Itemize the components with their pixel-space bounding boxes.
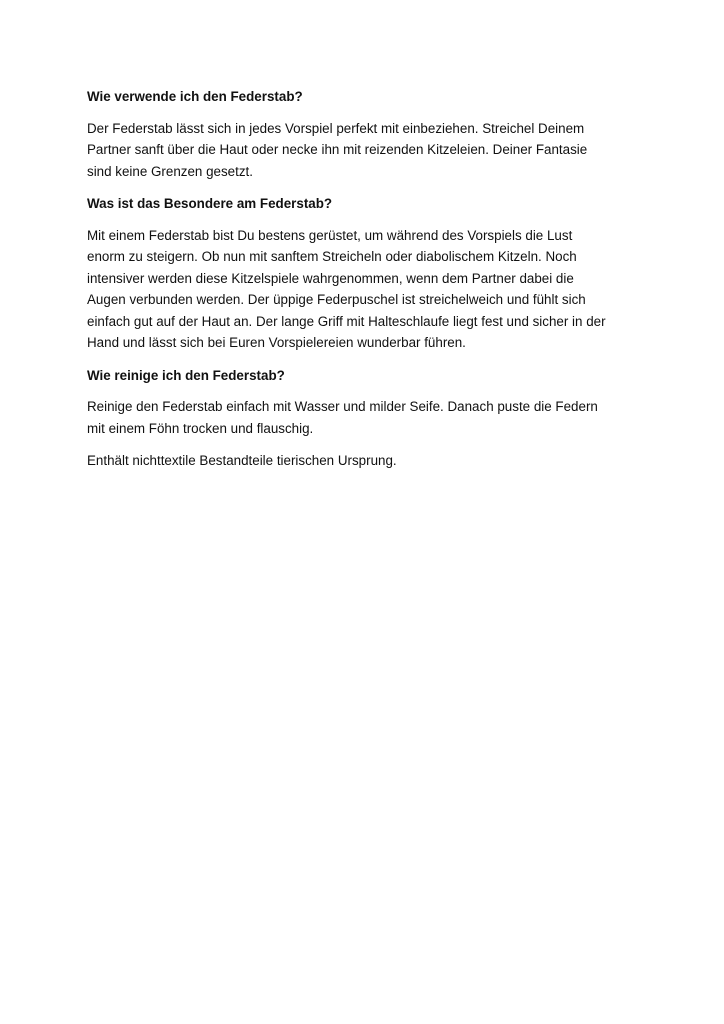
paragraph-line: Der Federstab lässt sich in jedes Vorspiel perfekt mit einbeziehen. Streichel Deinem <box>87 120 585 136</box>
paragraph-line: mit einem Föhn trocken und flauschig. <box>87 420 314 436</box>
paragraph-line: einfach gut auf der Haut an. Der lange Griff mit Halteschlaufe liegt fest und sicher in der <box>87 313 606 329</box>
paragraph-line: Mit einem Federstab bist Du bestens gerüstet, um während des Vorspiels die Lust <box>87 227 573 243</box>
paragraph-line: sind keine Grenzen gesetzt. <box>87 163 253 179</box>
section-heading-special: Was ist das Besondere am Federstab? <box>87 196 333 211</box>
paragraph-line: Reinige den Federstab einfach mit Wasser und milder Seife. Danach puste die Federn <box>87 399 598 414</box>
document-content <box>87 86 639 483</box>
section-heading-cleaning: Wie reinige ich den Federstab? <box>87 367 285 383</box>
paragraph-line: enorm zu steigern. Ob nun mit sanftem Streicheln oder diabolischem Kitzeln. Noch <box>87 249 577 264</box>
paragraph-line: Partner sanft über die Haut oder necke ihn mit reizenden Kitzeleien. Deiner Fantasie <box>87 142 588 157</box>
paragraph-line: Hand und lässt sich bei Euren Vorspielereien wunderbar führen. <box>87 335 466 350</box>
footer-note: Enthält nichttextile Bestandteile tierischen Ursprung. <box>87 453 397 468</box>
paragraph-line: Augen verbunden werden. Der üppige Federpuschel ist streichelweich und fühlt sich <box>87 292 586 307</box>
section-paragraph-usage <box>87 118 639 183</box>
section-heading-usage: Wie verwende ich den Federstab? <box>87 89 303 104</box>
section-paragraph-cleaning <box>87 396 639 439</box>
section-paragraph-special <box>87 225 639 354</box>
paragraph-line: intensiver werden diese Kitzelspiele wahrgenommen, wenn dem Partner dabei die <box>87 270 574 286</box>
